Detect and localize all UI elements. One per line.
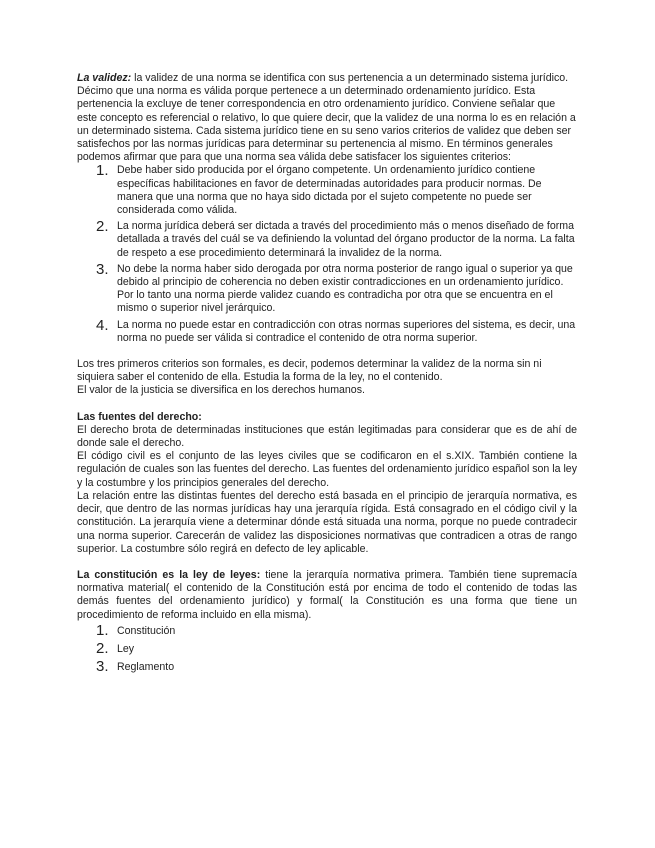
list-number: 4. (96, 316, 109, 334)
list-item-text: Reglamento (117, 660, 175, 673)
fuentes-paragraph-2: El código civil es el conjunto de las leyes civiles que se codificaron en el s.XIX. También contiene la regulación de cuales son las fuentes del derecho. Las fuentes del ordenamiento jurídico español son la ley y la costumbre y los principios generales del derecho. (77, 450, 577, 489)
list-item (77, 640, 577, 658)
constitucion-text: tiene la jerarquía normativa primera. También tiene supremacía normativa material( el contenido de la Constitución está por encima de todo el contenido de todas las demás fuentes del ordenamiento jurídico) y formal( la Constitución es una forma que tiene un procedimiento de reforma incluido en ella misma). (77, 568, 577, 621)
list-number: 2. (96, 639, 109, 657)
list-item (77, 260, 577, 316)
list-number: 1. (96, 162, 109, 180)
list-item (77, 658, 577, 676)
fuentes-paragraph-1: El derecho brota de determinadas instituciones que están legitimadas para considerar que es de ahí de donde sale el derecho. (77, 423, 577, 450)
fuentes-paragraph-3: La relación entre las distintas fuentes del derecho está basada en el principio de jerarquía normativa, es decir, que dentro de las normas jurídicas hay una jerarquía rígida. Está consagrado en el código civil y la constitución. La jerarquía viene a determinar dónde está situada una norma, porque no puede contradecir una norma superior. Carecerán de validez las disposiciones normativas que contradicen a otras de rango superior. La costumbre sólo regirá en defecto de ley aplicable. (77, 489, 577, 555)
constitucion-heading: La constitución es la ley de leyes: (77, 568, 261, 581)
hierarchy-list (77, 622, 577, 676)
spacer (77, 398, 577, 411)
constitucion-paragraph (77, 569, 577, 622)
list-item-text: La norma jurídica deberá ser dictada a través del procedimiento más o menos diseñado de forma detallada a través del cuál se va definiendo la voluntad del órgano productor de la norma. La falta de respeto a ese procedimiento determinará la invalidez de la norma. (117, 220, 575, 259)
validez-intro: la validez de una norma se identifica con sus pertenencia a un determinado sistema jurídico. Décimo que una norma es válida porque pertenece a un determinado ordenamiento jurídico. Esta pertenencia la excluye de tener correspondencia en otro ordenamiento jurídico. Conviene señalar que este concepto es referencial o relativo, lo que quiere decir, que la validez de una norma lo es en relación a un determinado sistema. Cada sistema jurídico tiene en su seno varios criterios de validez que deben ser satisfechos por las normas jurídicas para determinar su pertenencia al mismo. En términos generales podemos afirmar que para que una norma sea válida debe satisfacer los siguientes criterios: (77, 72, 576, 164)
validity-criteria-list (77, 164, 577, 345)
justice-paragraph: El valor de la justicia se diversifica en los derechos humanos. (77, 384, 365, 397)
list-item-text: Constitución (117, 624, 176, 637)
list-item-text: Ley (117, 642, 135, 655)
list-number: 2. (96, 218, 109, 236)
list-item-text: La norma no puede estar en contradicción con otras normas superiores del sistema, es decir, una norma no puede ser válida si contradice el contenido de otra norma superior. (117, 318, 576, 344)
list-item (77, 622, 577, 640)
list-item (77, 164, 577, 217)
list-item-text: Debe haber sido producida por el órgano competente. Un ordenamiento jurídico contiene específicas habilitaciones en favor de determinadas autoridades para producir normas. De manera que una norma que no haya sido dictada por el sujeto competente no puede ser considerada como válida. (117, 164, 542, 217)
list-number: 3. (96, 657, 109, 675)
list-item (77, 316, 577, 345)
fuentes-heading: Las fuentes del derecho: (77, 410, 202, 423)
list-number: 1. (96, 621, 109, 639)
spacer (77, 345, 577, 358)
list-item (77, 220, 577, 260)
spacer (77, 556, 577, 569)
validez-heading: La validez: (77, 72, 132, 84)
summary-paragraph: Los tres primeros criterios son formales, es decir, podemos determinar la validez de la norma sin ni siquiera saber el contenido de ella. Estudia la forma de la ley, no el contenido. (77, 358, 542, 384)
document-page (77, 72, 577, 676)
validez-paragraph (77, 72, 577, 164)
list-number: 3. (96, 260, 109, 278)
list-item-text: No debe la norma haber sido derogada por otra norma posterior de rango igual o superior ya que debido al principio de coherencia no deben existir contradicciones en un ordenamiento jurídico. Por lo tanto una norma pierde validez cuando es contradicha por otra que se encuentra en el mismo o superior nivel jerárquico. (117, 262, 573, 315)
